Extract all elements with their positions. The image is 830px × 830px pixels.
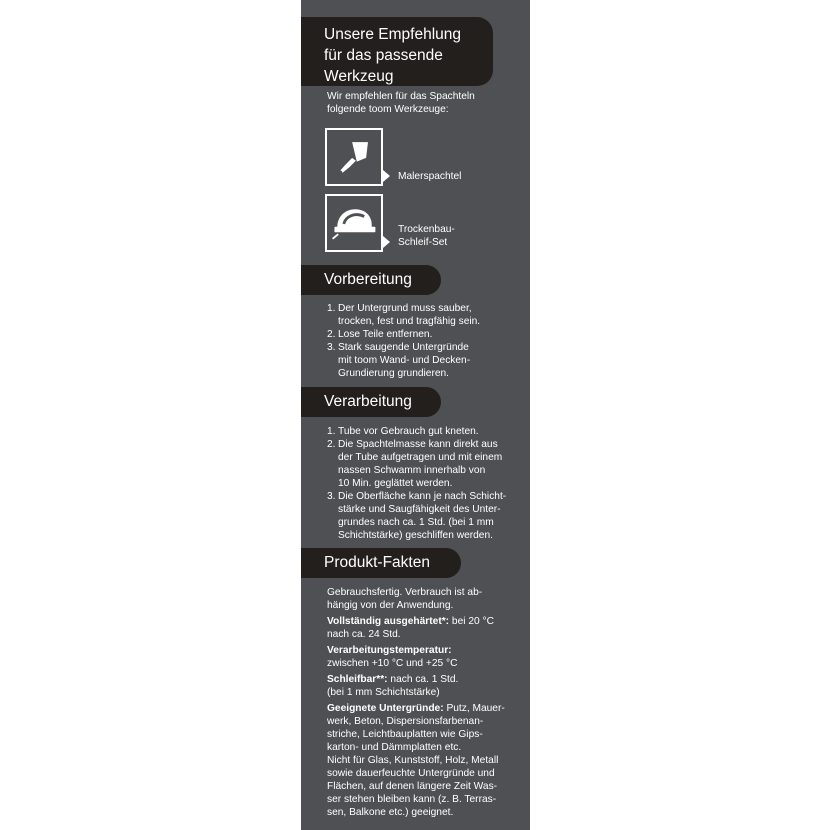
fact-substrates: Geeignete Untergründe: Putz, Mauer- werk, Beton, Dispersionsfarbenan- striche, Leichtbauplatten wie Gips- karton- und Dämmplatten etc. Nicht für Glas, Kunststoff, Holz, Metall sowie dauerfeuchte Untergründe und Flächen, auf denen längere Zeit Was- ser stehen bleiben kann (z. B. Terras- sen, Balkone etc.) geeignet.	[327, 703, 505, 818]
list-item: 1. Der Untergrund muss sauber, trocken, fest und tragfähig sein.	[327, 303, 481, 327]
preparation-list	[327, 302, 523, 380]
sanding-block-icon	[325, 194, 383, 252]
preparation-heading: Vorbereitung	[301, 265, 441, 295]
tool-label-putty-knife: Malerspachtel	[398, 171, 462, 182]
list-item: 2. Lose Teile entfernen.	[327, 329, 433, 340]
pointer-arrow-icon	[383, 170, 390, 182]
list-item: 1. Tube vor Gebrauch gut kneten.	[327, 426, 479, 437]
fact-curing: Vollständig ausgehärtet*: bei 20 °C nach ca. 24 Std.	[327, 616, 494, 640]
fact-temperature: Verarbeitungstemperatur: zwischen +10 °C und +25 °C	[327, 645, 458, 669]
processing-heading: Verarbeitung	[301, 387, 441, 417]
tools-intro-text: Wir empfehlen für das Spachteln folgende toom Werkzeuge:	[327, 91, 475, 115]
list-item: 3. Die Oberfläche kann je nach Schicht- stärke und Saugfähigkeit des Unter- grundes nach ca. 1 Std. (bei 1 mm Schichtstärke) geschliffen werden.	[327, 491, 507, 541]
pointer-arrow-icon	[383, 236, 390, 248]
putty-knife-icon	[325, 128, 383, 186]
fact-ready-to-use: Gebrauchsfertig. Verbrauch ist ab- hängig von der Anwendung.	[327, 587, 483, 611]
product-facts-heading: Produkt-Fakten	[301, 548, 461, 578]
tool-label-sanding-set: Trockenbau- Schleif-Set	[398, 224, 455, 248]
list-item: 3. Stark saugende Untergründe mit toom Wand- und Decken- Grundierung grundieren.	[327, 342, 471, 379]
processing-list	[327, 425, 523, 542]
tools-recommendation-heading: Unsere Empfehlung für das passende Werkzeug	[301, 17, 493, 86]
product-info-panel	[301, 0, 530, 830]
list-item: 2. Die Spachtelmasse kann direkt aus der Tube aufgetragen und mit einem nassen Schwamm innerhalb von 10 Min. geglättet werden.	[327, 439, 503, 489]
product-facts	[327, 586, 525, 822]
fact-sandable: Schleifbar**: nach ca. 1 Std. (bei 1 mm Schichtstärke)	[327, 674, 459, 698]
